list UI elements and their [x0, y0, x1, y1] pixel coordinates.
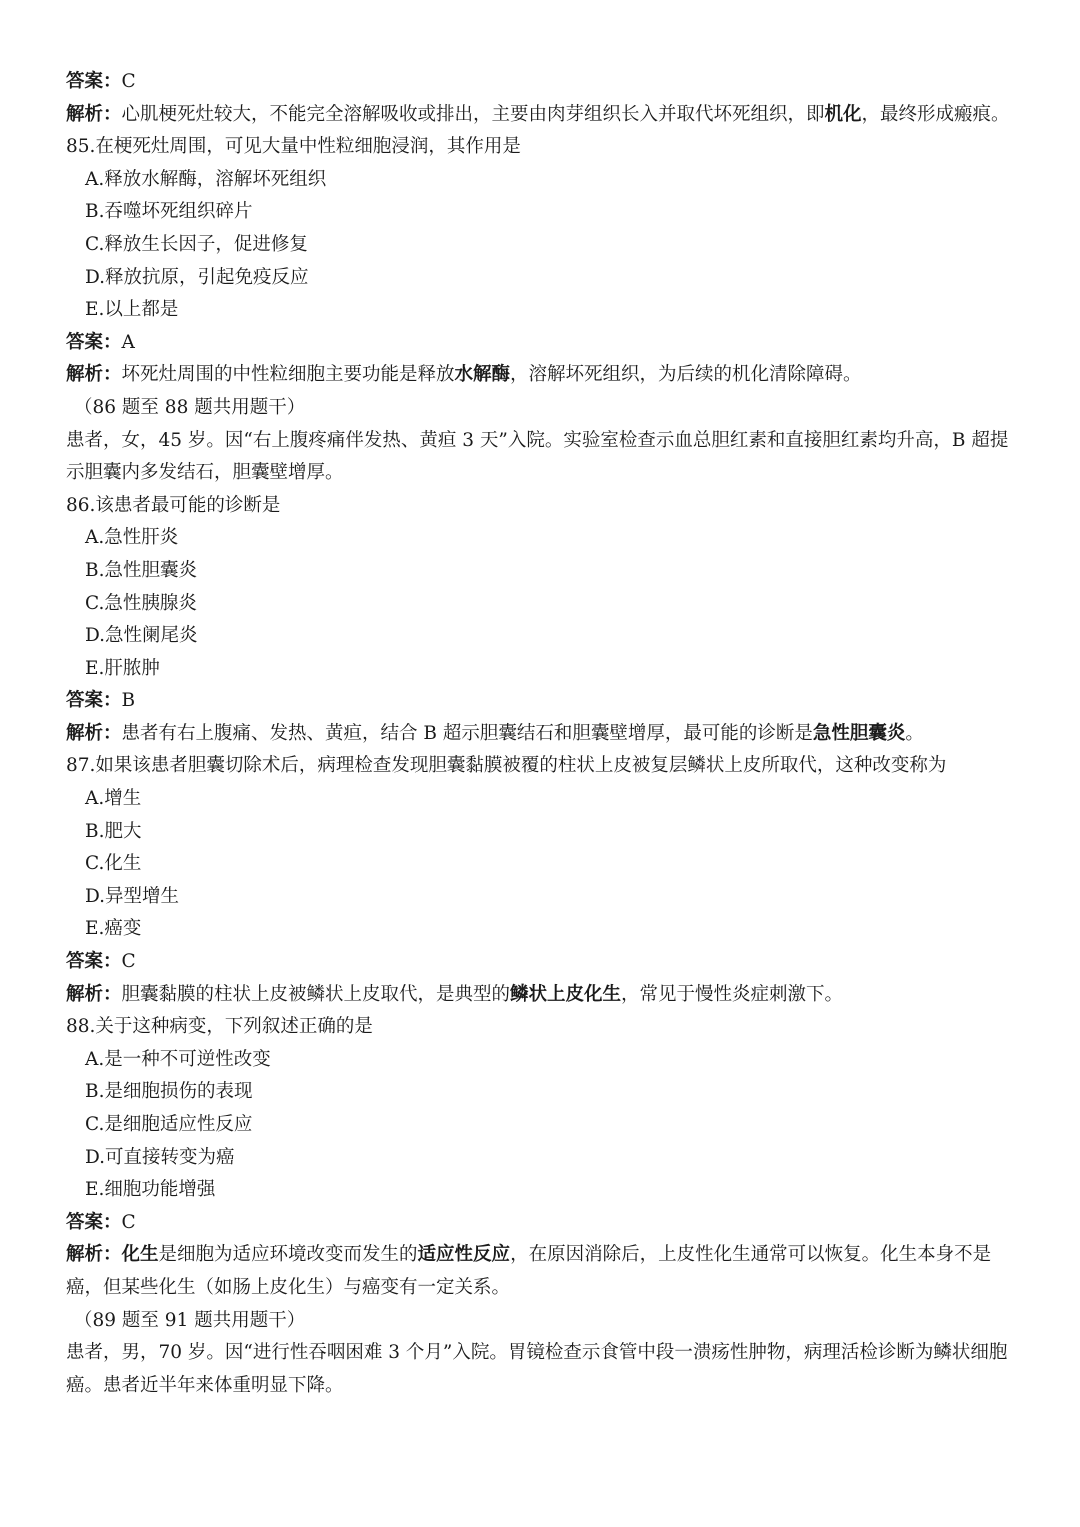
answer-value: B [121, 690, 136, 712]
explanation-text: 胆囊黏膜的柱状上皮被鳞状上皮取代，是典型的 [121, 983, 511, 1005]
answer-label: 答案： [66, 690, 122, 712]
answer-option: E.以上都是 [85, 299, 179, 321]
answer-option: B.肥大 [85, 820, 142, 842]
explanation-line [66, 718, 1016, 751]
explanation-text: ，常见于慢性炎症刺激下。 [621, 983, 844, 1005]
answer-value: C [121, 951, 136, 973]
explanation-text: 是细胞为适应环境改变而发生的 [158, 1244, 418, 1266]
answer-line [66, 685, 1016, 718]
answer-option: C.是细胞适应性反应 [85, 1114, 253, 1135]
key-term: 水解酶 [454, 364, 511, 386]
answer-value: A [121, 331, 135, 353]
explanation-text: ，最终形成瘢痕。 [861, 103, 1010, 125]
question-stem: 85.在梗死灶周围，可见大量中性粒细胞浸润，其作用是 [66, 136, 521, 158]
answer-label: 答案： [66, 1211, 122, 1233]
answer-option: A.释放水解酶，溶解坏死组织 [85, 168, 327, 190]
answer-option: B.急性胆囊炎 [85, 559, 197, 581]
answer-option: B.吞噬坏死组织碎片 [85, 201, 253, 223]
explanation-text: 坏死灶周围的中性粒细胞主要功能是释放 [121, 364, 455, 386]
explanation-line [66, 979, 1016, 1012]
answer-option: C.急性胰腺炎 [85, 592, 197, 614]
key-term: 机化 [824, 103, 862, 125]
case-description: 患者，男，70 岁。因“进行性吞咽困难 3 个月”入院。胃镜检查示食管中段一溃疡性肿物，病理活检诊断为鳞状细胞癌。患者近半年来体重明显下降。 [66, 1342, 1008, 1396]
explanation-label: 解析： [66, 983, 122, 1005]
explanation-text: ，溶解坏死组织，为后续的机化清除障碍。 [510, 364, 862, 386]
key-term: 适应性反应 [417, 1244, 511, 1266]
answer-option: D.急性阑尾炎 [85, 625, 198, 647]
explanation-text: 心肌梗死灶较大，不能完全溶解吸收或排出，主要由肉芽组织长入并取代坏死组织，即 [121, 103, 825, 125]
answer-option: C.化生 [85, 853, 142, 875]
explanation-label: 解析： [66, 364, 122, 386]
answer-line [66, 1207, 1016, 1240]
explanation-text: 患者有右上腹痛、发热、黄疸，结合 B 超示胆囊结石和胆囊壁增厚，最可能的诊断是 [121, 722, 813, 744]
answer-line [66, 66, 1016, 99]
key-term: 化生 [121, 1244, 159, 1266]
answer-label: 答案： [66, 71, 122, 92]
answer-option: C.释放生长因子，促进修复 [85, 233, 308, 255]
explanation-text: ，在原因消除后，上皮性化生通常可以恢复。化生本身不是癌，但某些化生（如肠上皮化生）与癌变有一定关系。 [66, 1244, 992, 1298]
explanation-text: 。 [905, 722, 924, 744]
answer-option: A.是一种不可逆性改变 [85, 1048, 271, 1070]
answer-option: E.肝脓肿 [85, 657, 160, 679]
explanation-label: 解析： [66, 722, 122, 744]
answer-option: E.癌变 [85, 918, 142, 940]
answer-option: D.释放抗原，引起免疫反应 [85, 266, 309, 288]
answer-line [66, 946, 1016, 979]
explanation-label: 解析： [66, 1244, 122, 1266]
answer-option: D.可直接转变为癌 [85, 1146, 235, 1168]
answer-option: A.急性肝炎 [85, 527, 179, 549]
answer-option: D.异型增生 [85, 885, 180, 907]
explanation-label: 解析： [66, 103, 122, 125]
answer-label: 答案： [66, 331, 122, 353]
key-term: 鳞状上皮化生 [510, 983, 622, 1005]
answer-value: C [121, 1211, 136, 1233]
shared-stem-note: （86 题至 88 题共用题干） [74, 396, 306, 418]
question-stem: 86.该患者最可能的诊断是 [66, 494, 281, 516]
case-description: 患者，女，45 岁。因“右上腹疼痛伴发热、黄疸 3 天”入院。实验室检查示血总胆红素和直接胆红素均升高，B 超提示胆囊内多发结石，胆囊壁增厚。 [66, 429, 1009, 484]
answer-line [66, 327, 1016, 360]
explanation-line [66, 1239, 1016, 1304]
exam-content [66, 66, 1016, 1402]
answer-value: C [121, 71, 136, 92]
explanation-line [66, 99, 1016, 132]
explanation-line [66, 359, 1016, 392]
question-stem: 87.如果该患者胆囊切除术后，病理检查发现胆囊黏膜被覆的柱状上皮被复层鳞状上皮所取代，这种改变称为 [66, 755, 947, 777]
answer-option: E.细胞功能增强 [85, 1179, 216, 1201]
answer-option: A.增生 [85, 788, 142, 810]
answer-option: B.是细胞损伤的表现 [85, 1081, 253, 1103]
answer-label: 答案： [66, 951, 122, 973]
question-stem: 88.关于这种病变，下列叙述正确的是 [66, 1016, 373, 1038]
shared-stem-note: （89 题至 91 题共用题干） [74, 1309, 306, 1331]
key-term: 急性胆囊炎 [812, 722, 906, 744]
